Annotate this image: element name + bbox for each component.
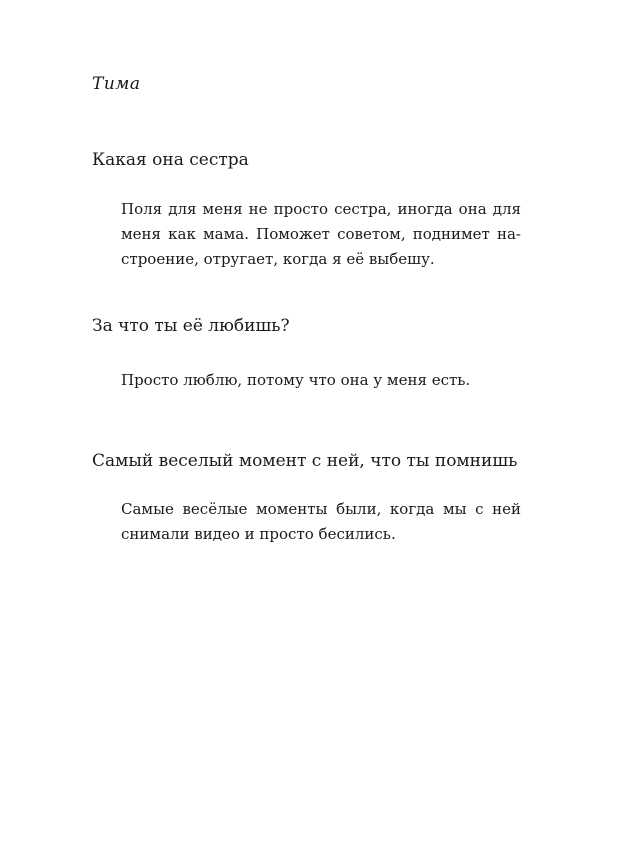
answer-3: Самые весёлые моменты были, когда мы с ней снимали видео и просто бесились. [121,500,521,543]
answer-2: Просто люблю, потому что она у меня есть. [121,371,471,389]
author-name: Тима [92,74,141,94]
answer-1: Поля для меня не просто сестра, иногда она для меня как мама. Поможет советом, поднимет настроение, отругает, когда я её выбешу. [121,200,521,268]
question-3: Самый веселый момент с ней, что ты помнишь [92,451,518,471]
question-2: За что ты её любишь? [92,316,290,336]
question-1: Какая она сестра [92,150,249,170]
